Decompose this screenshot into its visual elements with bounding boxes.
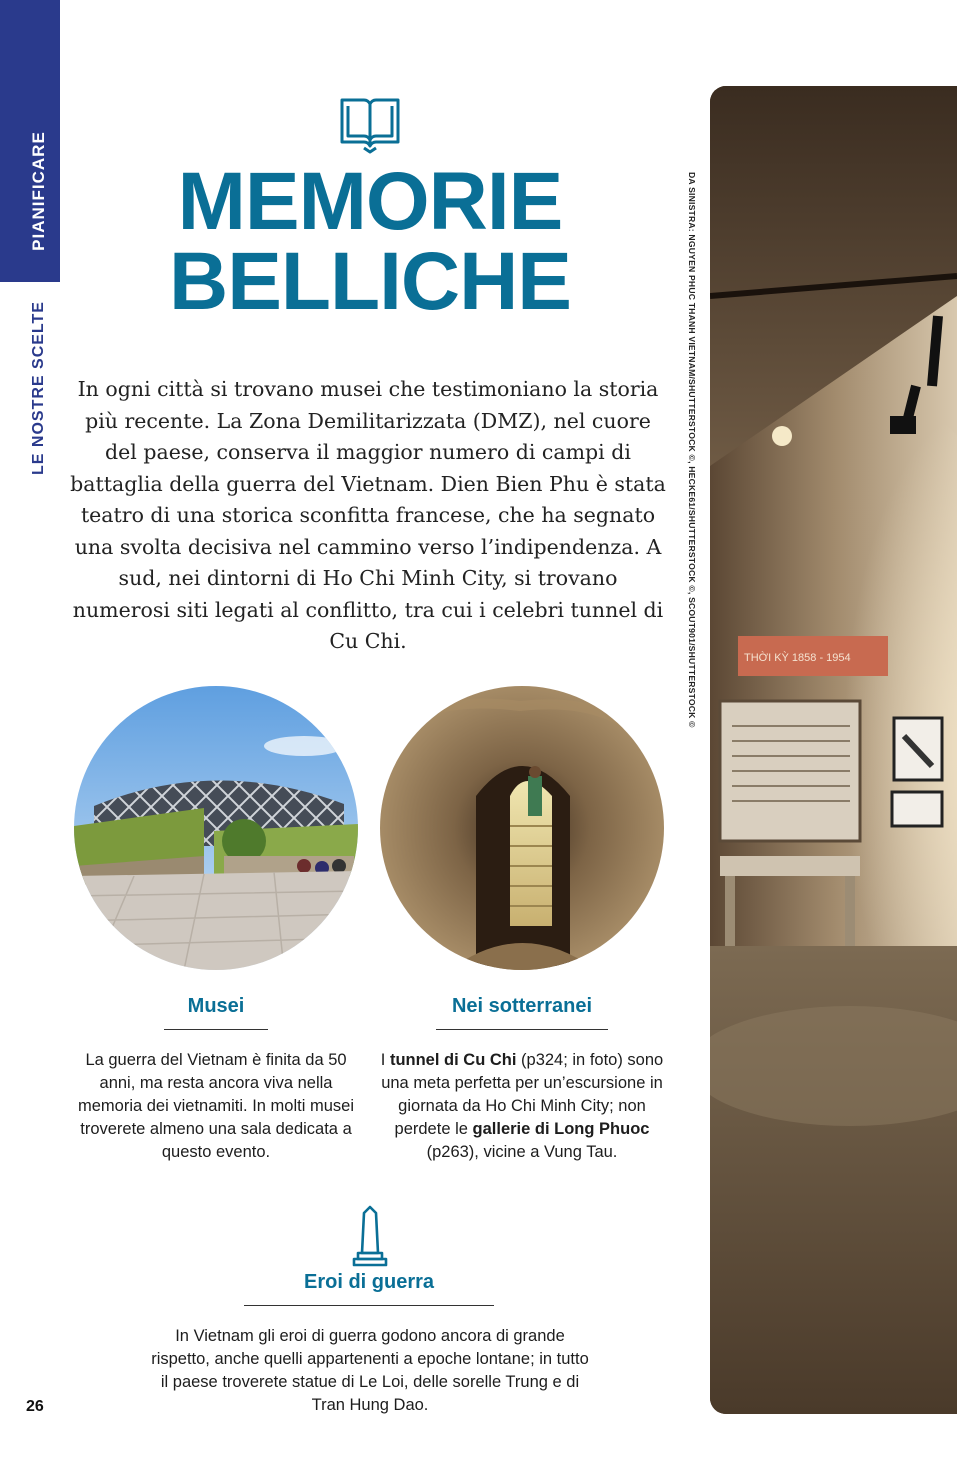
museum-sign-text: THỜI KỲ 1858 - 1954 bbox=[744, 652, 851, 664]
section-tab-label: PIANIFICARE bbox=[29, 131, 48, 251]
sotterranei-text-1: I bbox=[380, 1051, 390, 1069]
intro-paragraph: In ogni città si trovano musei che testimoniano la storia più recente. La Zona Demilitarizzata (DMZ), nel cuore del paese, conserva il maggior numero di campi di battaglia della guerra del Vietnam. Dien Bien Phu è stata teatro di una storica sconfitta francese, che ha segnato una svolta decisiva nel cammino verso l’indipendenza. A sud, nei dintorni di Ho Chi Minh City, si trovano numerosi siti legati al conflitto, tra cui i celebri tunnel di Cu Chi. bbox=[70, 377, 666, 653]
title-line-2: BELLICHE bbox=[169, 236, 571, 327]
subsection-label: LE NOSTRE SCELTE bbox=[30, 301, 47, 475]
photo-credit: DA SINISTRA: NGUYEN PHUC THANH VIETNAM/SHUTTERSTOCK ©, HECKE61/SHUTTERSTOCK ©, SCOUT901/SHUTTERSTOCK © bbox=[687, 172, 697, 728]
obelisk-monument-icon bbox=[352, 1205, 388, 1267]
page-title bbox=[80, 156, 660, 327]
sotterranei-divider bbox=[436, 1029, 608, 1030]
musei-heading: Musei bbox=[187, 995, 245, 1017]
eroi-heading: Eroi di guerra bbox=[303, 1271, 435, 1293]
museum-photo bbox=[74, 686, 358, 970]
museum-interior-photo bbox=[710, 86, 957, 1414]
sotterranei-text-2: (p324; in foto) sono una meta perfetta per un’escursione in giornata da Ho Chi Minh City; non perdete le bbox=[381, 1051, 664, 1138]
sotterranei-bold-long-phuoc: gallerie di Long Phuoc bbox=[472, 1120, 650, 1138]
eroi-body: In Vietnam gli eroi di guerra godono ancora di grande rispetto, anche quelli appartenenti a epoche lontane; in tutto il paese troverete statue di Le Loi, delle sorelle Trung e di Tran Hung Dao. bbox=[151, 1327, 589, 1414]
tunnel-photo bbox=[380, 686, 664, 970]
sotterranei-body bbox=[378, 1049, 666, 1164]
open-book-icon bbox=[338, 92, 402, 154]
musei-divider bbox=[164, 1029, 268, 1030]
title-line-1: MEMORIE bbox=[177, 156, 563, 247]
sotterranei-bold-cu-chi: tunnel di Cu Chi bbox=[389, 1051, 517, 1069]
sotterranei-text-3: (p263), vicine a Vung Tau. bbox=[426, 1143, 618, 1161]
sotterranei-heading: Nei sotterranei bbox=[451, 995, 593, 1017]
page-number: 26 bbox=[26, 1398, 44, 1415]
musei-body: La guerra del Vietnam è finita da 50 anni, ma resta ancora viva nella memoria dei vietnamiti. In molti musei troverete almeno una sala dedicata a questo evento. bbox=[77, 1051, 354, 1161]
eroi-divider bbox=[244, 1305, 494, 1306]
